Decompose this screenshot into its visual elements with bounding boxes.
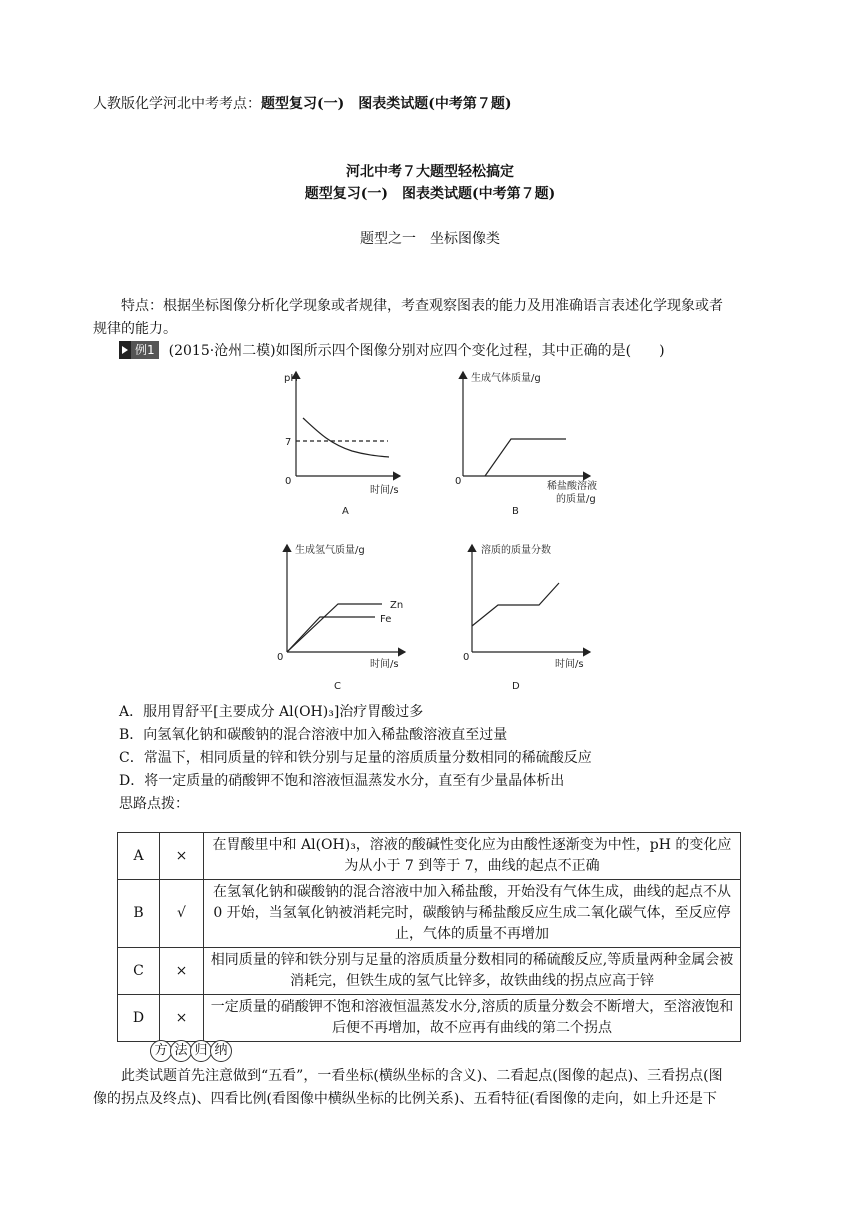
- option-d: D．将一定质量的硝酸钾不饱和溶液恒温蒸发水分，直至有少量晶体析出: [119, 773, 565, 789]
- row-mark: ×: [160, 833, 204, 880]
- summary-paragraph: [93, 1065, 783, 1111]
- summary-line-1: 此类试题首先注意做到“五看”，一看坐标(横纵坐标的含义)、二看起点(图像的起点)、三看拐点(图: [121, 1068, 723, 1084]
- graph-a-origin: 0: [285, 476, 292, 487]
- row-mark: √: [160, 880, 204, 948]
- graph-c-zn-line: [287, 604, 382, 652]
- table-row: [118, 948, 741, 995]
- row-option: A: [118, 833, 160, 880]
- graph-d-xlabel: 时间/s: [555, 659, 584, 670]
- hint-label: 思路点拨：: [119, 796, 189, 812]
- graph-c-fe-line: [287, 617, 375, 652]
- header-bold: 题型复习(一) 图表类试题(中考第７题): [261, 96, 512, 112]
- graph-c-origin: 0: [277, 652, 284, 663]
- graph-b: [463, 372, 590, 476]
- graph-d-line: [472, 583, 559, 626]
- method-char: 归: [190, 1040, 212, 1062]
- row-option: B: [118, 880, 160, 948]
- method-char: 法: [170, 1040, 192, 1062]
- feature-line-1: 特点：根据坐标图像分析化学现象或者规律，考查观察图表的能力及用准确语言表述化学现象或者: [121, 298, 723, 314]
- row-explanation: 一定质量的硝酸钾不饱和溶液恒温蒸发水分,溶质的质量分数会不断增大，至溶液饱和后便不再增加，故不应再有曲线的第二个拐点: [204, 995, 741, 1042]
- row-mark: ×: [160, 948, 204, 995]
- row-explanation: 在氢氧化钠和碳酸钠的混合溶液中加入稀盐酸，开始没有气体生成，曲线的起点不从 0 开始，当氢氧化钠被消耗完时，碳酸钠与稀盐酸反应生成二氧化碳气体，至反应停止，气体的质量不再增加: [204, 880, 741, 948]
- method-summary-badge: [150, 1040, 230, 1062]
- graph-a: [296, 372, 400, 476]
- method-char: 方: [150, 1040, 172, 1062]
- graph-c: [287, 545, 405, 652]
- graph-b-ylabel: 生成气体质量/g: [471, 373, 541, 384]
- feature-line-2: 规律的能力。: [93, 321, 177, 337]
- option-b: B．向氢氧化钠和碳酸钠的混合溶液中加入稀盐酸溶液直至过量: [119, 727, 508, 743]
- row-option: C: [118, 948, 160, 995]
- graph-b-xlabel-2: 的质量/g: [556, 494, 596, 505]
- table-row: [118, 833, 741, 880]
- graph-b-line: [485, 439, 566, 476]
- summary-line-2: 像的拐点及终点)、四看比例(看图像中横纵坐标的比例关系)、五看特征(看图像的走向，如上升还是下: [93, 1091, 717, 1107]
- graph-b-caption: B: [512, 506, 519, 517]
- row-option: D: [118, 995, 160, 1042]
- graph-d-caption: D: [512, 681, 520, 692]
- graph-a-tick-7: 7: [285, 437, 292, 448]
- graph-a-curve: [303, 418, 389, 457]
- graph-d-ylabel: 溶质的质量分数: [481, 545, 551, 556]
- row-explanation: 在胃酸里中和 Al(OH)₃，溶液的酸碱性变化应为由酸性逐渐变为中性，pH 的变化应为从小于 7 到等于 7，曲线的起点不正确: [204, 833, 741, 880]
- topic-title: 题型之一 坐标图像类: [360, 231, 500, 247]
- graph-d-origin: 0: [463, 652, 470, 663]
- graph-c-fe-label: Fe: [380, 614, 392, 625]
- example-badge-label: 例1: [131, 341, 159, 359]
- graph-c-zn-label: Zn: [390, 600, 404, 611]
- method-char: 纳: [210, 1040, 232, 1062]
- option-c: C．常温下，相同质量的锌和铁分别与足量的溶质质量分数相同的稀硫酸反应: [119, 750, 592, 766]
- graph-a-ylabel: pH: [284, 373, 298, 384]
- graph-a-caption: A: [342, 506, 349, 517]
- graph-c-xlabel: 时间/s: [370, 659, 399, 670]
- section-subtitle: 题型复习(一) 图表类试题(中考第７题): [304, 186, 556, 202]
- row-mark: ×: [160, 995, 204, 1042]
- row-explanation: 相同质量的锌和铁分别与足量的溶质质量分数相同的稀硫酸反应,等质量两种金属会被消耗完，但铁生成的氢气比锌多，故铁曲线的拐点应高于锌: [204, 948, 741, 995]
- graph-a-xlabel: 时间/s: [370, 485, 399, 496]
- graph-c-ylabel: 生成氢气质量/g: [295, 545, 365, 556]
- table-row: [118, 995, 741, 1042]
- graph-b-xlabel-1: 稀盐酸溶液: [547, 481, 597, 492]
- table-row: [118, 880, 741, 948]
- graph-d: [472, 545, 590, 652]
- graph-b-origin: 0: [455, 476, 462, 487]
- analysis-table: [117, 832, 741, 1042]
- graph-c-caption: C: [334, 681, 341, 692]
- section-title: 河北中考７大题型轻松搞定: [346, 164, 514, 180]
- option-a: A．服用胃舒平[主要成分 Al(OH)₃]治疗胃酸过多: [119, 704, 424, 720]
- example-text: (2015·沧州二模)如图所示四个图像分别对应四个变化过程，其中正确的是( ): [168, 343, 665, 359]
- header-prefix: 人教版化学河北中考考点：: [93, 96, 261, 112]
